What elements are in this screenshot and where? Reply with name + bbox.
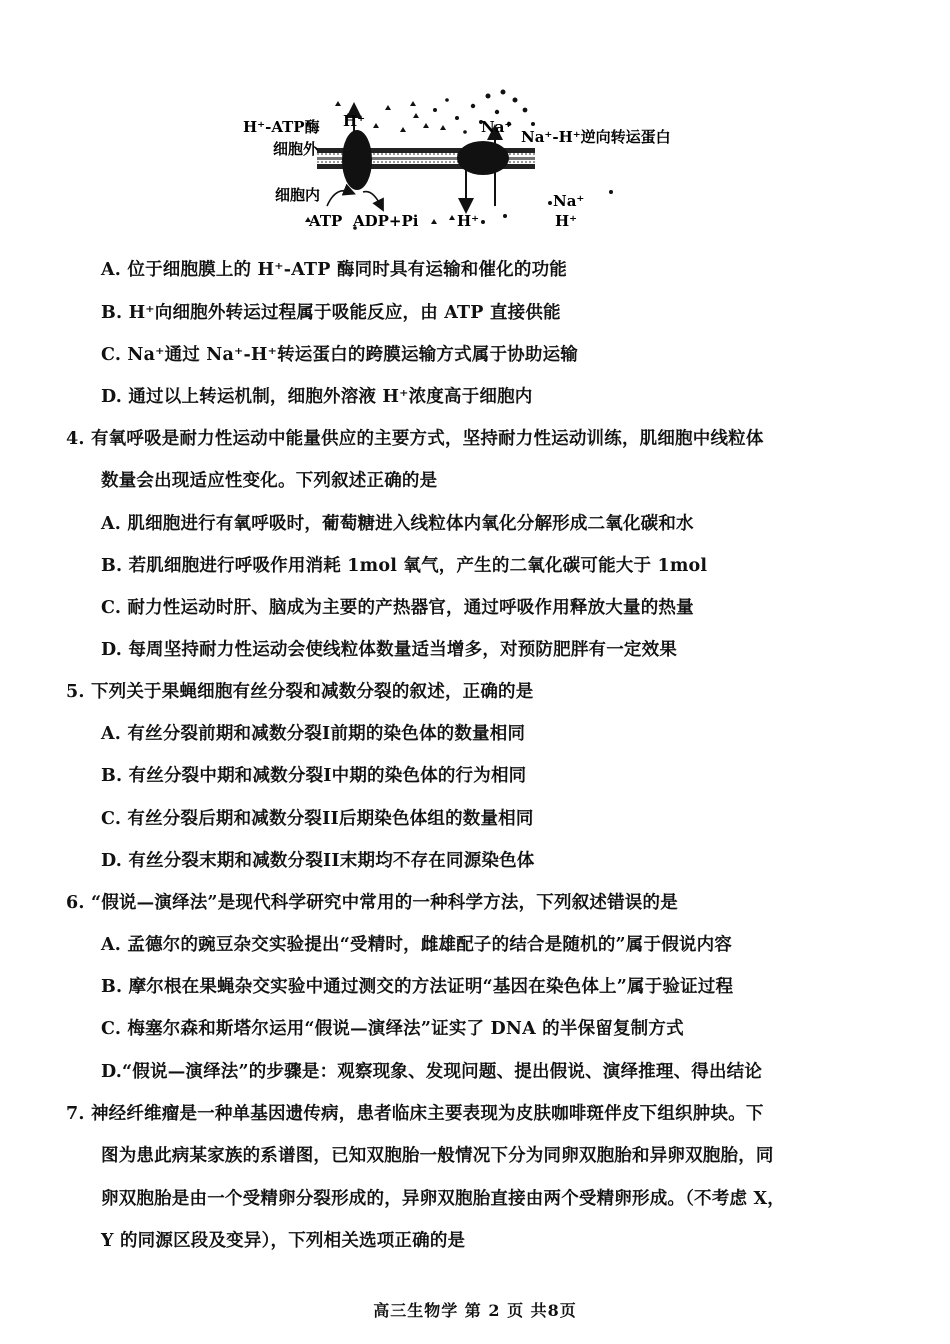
text-line: A. 肌细胞进行有氧呼吸时，葡萄糖进入线粒体内氧化分解形成二氧化碳和水	[101, 514, 694, 534]
h-ion-bottom-right-label: H⁺	[555, 212, 578, 230]
text-line: 图为患此病某家族的系谱图，已知双胞胎一般情况下分为同卵双胞胎和异卵双胞胎，同	[101, 1146, 774, 1166]
membrane-transport-diagram	[235, 88, 705, 240]
text-line: A. 孟德尔的豌豆杂交实验提出“受精时，雌雄配子的结合是随机的”属于假说内容	[101, 935, 732, 955]
text-line: Y 的同源区段及变异），下列相关选项正确的是	[101, 1231, 466, 1251]
text-line: A. 位于细胞膜上的 H⁺-ATP 酶同时具有运输和催化的功能	[101, 260, 567, 280]
text-line: 7. 神经纤维瘤是一种单基因遗传病，患者临床主要表现为皮肤咖啡斑伴皮下组织肿块。下	[66, 1104, 764, 1124]
na-ion-top-label: Na⁺	[481, 118, 513, 136]
atp-label: ATP	[309, 212, 343, 230]
h-ion-bottom-label: H⁺	[457, 212, 480, 230]
text-line: D. 每周坚持耐力性运动会使线粒体数量适当增多，对预防肥胖有一定效果	[101, 640, 678, 660]
text-line: 4. 有氧呼吸是耐力性运动中能量供应的主要方式，坚持耐力性运动训练，肌细胞中线粒体	[66, 429, 764, 449]
text-line: 数量会出现适应性变化。下列叙述正确的是	[101, 471, 438, 491]
antiporter-label: Na⁺-H⁺逆向转运蛋白	[521, 128, 671, 146]
text-line: B. 有丝分裂中期和减数分裂I中期的染色体的行为相同	[101, 766, 527, 786]
text-line: C. 有丝分裂后期和减数分裂II后期染色体组的数量相同	[101, 809, 534, 829]
extracellular-label: 细胞外	[273, 140, 319, 158]
na-ion-bottom-label: Na⁺	[553, 192, 585, 210]
text-line: B. H⁺向细胞外转运过程属于吸能反应，由 ATP 直接供能	[101, 303, 561, 323]
text-line: 5. 下列关于果蝇细胞有丝分裂和减数分裂的叙述，正确的是	[66, 682, 534, 702]
text-line: 6. “假说—演绎法”是现代科学研究中常用的一种科学方法，下列叙述错误的是	[66, 893, 678, 913]
text-line: B. 摩尔根在果蝇杂交实验中通过测交的方法证明“基因在染色体上”属于验证过程	[101, 977, 734, 997]
text-line: A. 有丝分裂前期和减数分裂I前期的染色体的数量相同	[101, 724, 526, 744]
text-line: D. 有丝分裂末期和减数分裂II末期均不存在同源染色体	[101, 851, 535, 871]
h-atp-enzyme-protein	[342, 130, 372, 190]
text-line: C. 梅塞尔森和斯塔尔运用“假说—演绎法”证实了 DNA 的半保留复制方式	[101, 1019, 684, 1039]
antiporter-protein	[457, 141, 509, 175]
text-line: D.“假说—演绎法”的步骤是：观察现象、发现问题、提出假说、演绎推理、得出结论	[101, 1062, 763, 1082]
text-line: D. 通过以上转运机制，细胞外溶液 H⁺浓度高于细胞内	[101, 387, 533, 407]
text-line: C. 耐力性运动时肝、脑成为主要的产热器官，通过呼吸作用释放大量的热量	[101, 598, 694, 618]
text-line: B. 若肌细胞进行呼吸作用消耗 1mol 氧气，产生的二氧化碳可能大于 1mol	[101, 556, 708, 576]
h-ion-top-label: H⁺	[343, 112, 366, 130]
adp-pi-label: ADP+Pi	[353, 212, 419, 230]
intracellular-label: 细胞内	[275, 186, 321, 204]
h-atp-enzyme-label: H⁺-ATP酶	[243, 118, 320, 136]
text-line: C. Na⁺通过 Na⁺-H⁺转运蛋白的跨膜运输方式属于协助运输	[101, 345, 578, 365]
page-footer: 高三生物学 第 2 页 共8页	[373, 1301, 577, 1320]
text-line: 卵双胞胎是由一个受精卵分裂形成的，异卵双胞胎直接由两个受精卵形成。（不考虑 X，	[101, 1189, 785, 1209]
